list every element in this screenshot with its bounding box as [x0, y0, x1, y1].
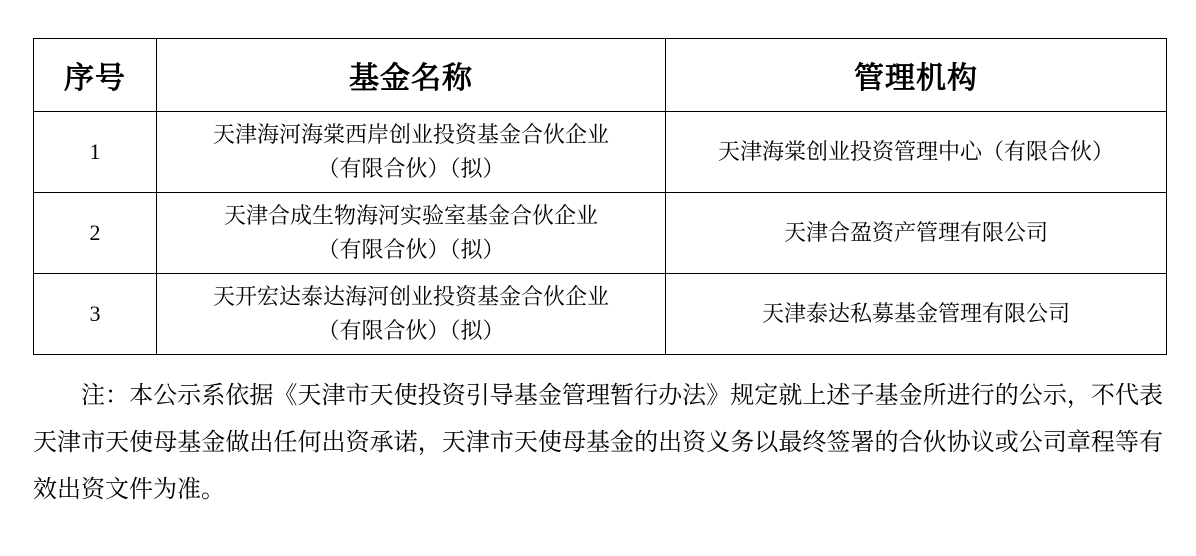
footnote: 注：本公示系依据《天津市天使投资引导基金管理暂行办法》规定就上述子基金所进行的公示，不代表天津市天使母基金做出任何出资承诺，天津市天使母基金的出资义务以最终签署的合伙协议或公司章程等有效出资文件为准。: [33, 383, 1163, 503]
cell-no: 3: [34, 274, 157, 355]
fund-name-line-2: （有限合伙）（拟）: [317, 156, 505, 181]
cell-management-org: 天津海棠创业投资管理中心（有限合伙）: [666, 112, 1167, 193]
fund-name-line-1: 天津海河海棠西岸创业投资基金合伙企业: [212, 122, 609, 147]
fund-name-line-2: （有限合伙）（拟）: [317, 237, 505, 262]
cell-management-org: 天津泰达私募基金管理有限公司: [666, 274, 1167, 355]
fund-table: [33, 38, 1167, 355]
cell-no: 2: [34, 193, 157, 274]
fund-name-line-1: 天开宏达泰达海河创业投资基金合伙企业: [212, 284, 609, 309]
table-row: [34, 112, 1167, 193]
cell-no: 1: [34, 112, 157, 193]
column-header-fund-name: 基金名称: [157, 39, 666, 112]
table-row: [34, 193, 1167, 274]
cell-fund-name: [157, 112, 666, 193]
table-body: [34, 112, 1167, 355]
fund-name-line-1: 天津合成生物海河实验室基金合伙企业: [223, 203, 598, 228]
column-header-management-org: 管理机构: [666, 39, 1167, 112]
cell-management-org: 天津合盈资产管理有限公司: [666, 193, 1167, 274]
cell-fund-name: [157, 274, 666, 355]
table-header-row: [34, 39, 1167, 112]
column-header-no: 序号: [34, 39, 157, 112]
table-header: [34, 39, 1167, 112]
cell-fund-name: [157, 193, 666, 274]
fund-name-line-2: （有限合伙）（拟）: [317, 318, 505, 343]
table-row: [34, 274, 1167, 355]
